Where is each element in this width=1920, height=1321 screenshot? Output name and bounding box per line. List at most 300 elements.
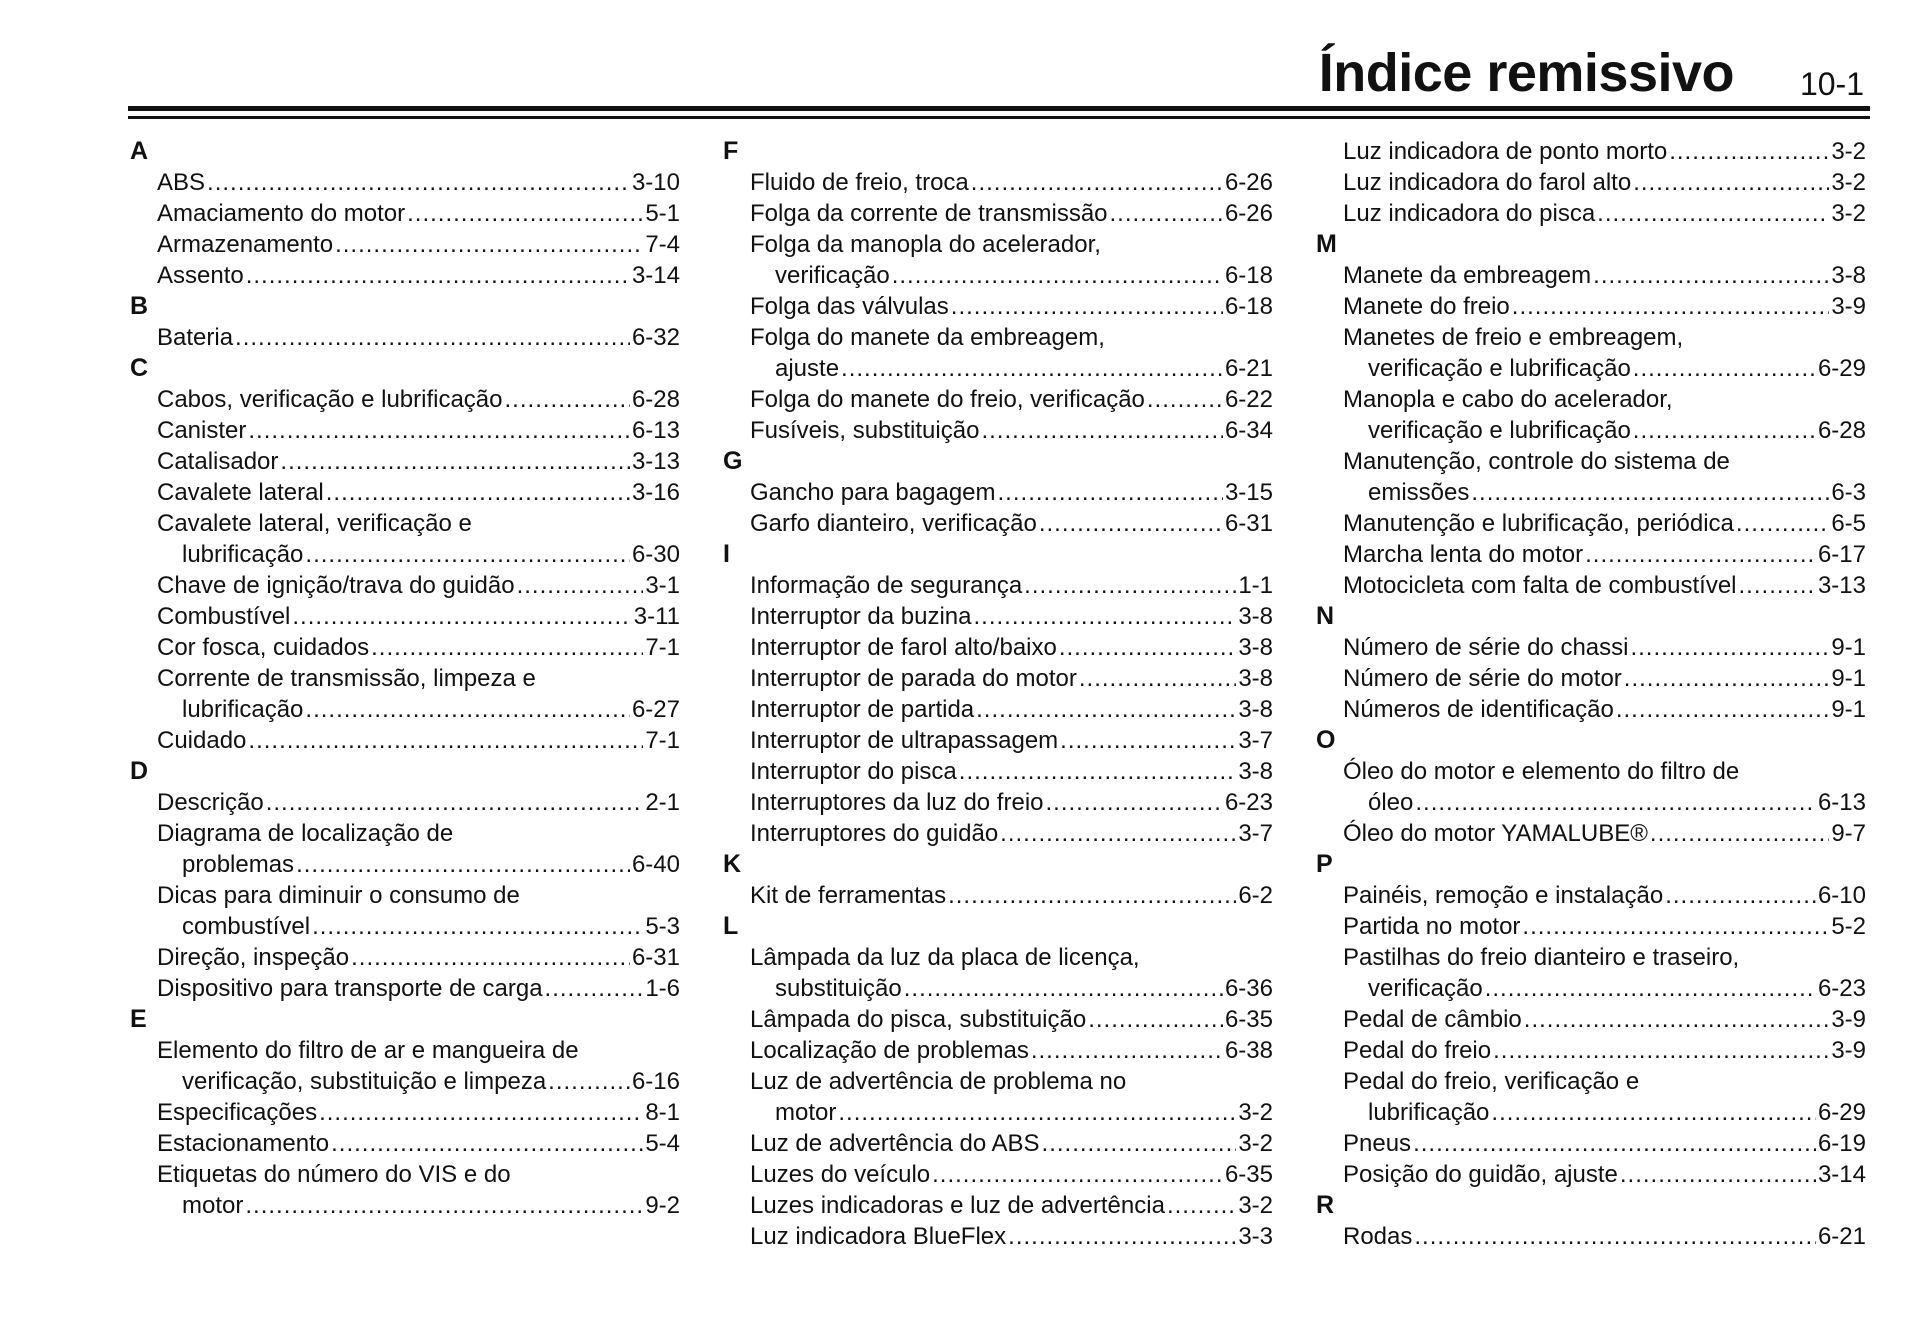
index-entry-page: 9-2 <box>645 1192 680 1219</box>
index-entry-page: 6-27 <box>631 696 680 723</box>
index-entry-page: 1-1 <box>1238 572 1273 599</box>
index-entry-page: 3-1 <box>645 572 680 599</box>
index-entry <box>130 601 680 632</box>
dot-leader <box>1471 477 1829 508</box>
index-entry <box>130 911 680 942</box>
index-entry-page: 6-23 <box>1224 789 1273 816</box>
index-entry <box>1316 415 1866 446</box>
index-entry-line: Folga do manete da embreagem, <box>750 324 1105 351</box>
index-entry-page: 3-2 <box>1238 1099 1273 1126</box>
index-entry-page: 7-1 <box>645 634 680 661</box>
index-entry <box>130 229 680 260</box>
index-entry <box>723 353 1273 384</box>
dot-leader <box>1039 508 1223 539</box>
index-entry <box>130 787 680 818</box>
index-entry-page: 6-18 <box>1224 262 1273 289</box>
index-entry-text: Interruptores do guidão <box>750 820 999 847</box>
index-entry-text: Lâmpada do pisca, substituição <box>750 1006 1087 1033</box>
index-entry-page: 5-1 <box>645 200 680 227</box>
index-entry-text: Fusíveis, substituição <box>750 417 980 444</box>
index-entry-page: 6-35 <box>1224 1161 1273 1188</box>
index-entry <box>130 632 680 663</box>
dot-leader <box>948 880 1236 911</box>
index-entry-page: 6-38 <box>1224 1037 1273 1064</box>
index-entry-text: Luz indicadora do pisca <box>1343 200 1596 227</box>
index-entry <box>130 1066 680 1097</box>
index-entry-page: 3-9 <box>1831 1006 1866 1033</box>
index-entry-page: 3-8 <box>1238 603 1273 630</box>
index-entry-text: Luz indicadora do farol alto <box>1343 169 1632 196</box>
index-letter-heading: G <box>723 447 743 475</box>
index-entry-text: Dispositivo para transporte de carga <box>157 975 543 1002</box>
dot-leader <box>1633 353 1816 384</box>
index-entry-line: Óleo do motor e elemento do filtro de <box>1343 758 1740 785</box>
index-entry-page: 3-10 <box>631 169 680 196</box>
index-entry-page: 3-13 <box>1817 572 1866 599</box>
index-entry-page: 3-14 <box>631 262 680 289</box>
index-entry-text: Manutenção e lubrificação, periódica <box>1343 510 1734 537</box>
index-entry <box>723 1004 1273 1035</box>
index-entry-page: 5-3 <box>645 913 680 940</box>
index-entry-text: Interruptor da buzina <box>750 603 972 630</box>
index-entry <box>130 167 680 198</box>
index-entry-text: Cor fosca, cuidados <box>157 634 370 661</box>
index-entry-text: Folga das válvulas <box>750 293 949 320</box>
dot-leader <box>280 446 630 477</box>
index-entry-page: 3-16 <box>631 479 680 506</box>
dot-leader <box>1415 787 1816 818</box>
dot-leader <box>1079 663 1236 694</box>
dot-leader <box>904 973 1223 1004</box>
index-entry-line: Corrente de transmissão, limpeza e <box>157 665 536 692</box>
dot-leader <box>246 260 630 291</box>
dot-leader <box>1620 1159 1816 1190</box>
index-entry <box>723 601 1273 632</box>
index-entry-text: Bateria <box>157 324 234 351</box>
dot-leader <box>1008 1221 1236 1252</box>
index-letter-heading: N <box>1316 602 1335 630</box>
index-entry-text: Descrição <box>157 789 264 816</box>
index-entry-page: 6-31 <box>631 944 680 971</box>
index-entry-page: 3-8 <box>1238 758 1273 785</box>
index-entry-text: Informação de segurança <box>750 572 1023 599</box>
index-entry-page: 6-34 <box>1224 417 1273 444</box>
index-column-1 <box>130 136 680 1221</box>
index-column-2 <box>723 136 1273 1252</box>
dot-leader <box>292 601 631 632</box>
index-entry <box>723 260 1273 291</box>
index-entry-page: 6-28 <box>1817 417 1866 444</box>
index-entry-page: 6-21 <box>1224 355 1273 382</box>
index-entry-page: 6-31 <box>1224 510 1273 537</box>
index-entry <box>723 1035 1273 1066</box>
index-entry-text: Direção, inspeção <box>157 944 350 971</box>
index-entry-page: 3-2 <box>1831 138 1866 165</box>
dot-leader <box>319 1097 643 1128</box>
index-entry-page: 6-26 <box>1224 169 1273 196</box>
index-entry-page: 3-3 <box>1238 1223 1273 1250</box>
index-entry <box>723 1159 1273 1190</box>
index-entry-text: substituição <box>775 975 902 1002</box>
dot-leader <box>248 725 643 756</box>
index-entry <box>723 1128 1273 1159</box>
index-entry-page: 3-8 <box>1238 665 1273 692</box>
index-letter-heading: O <box>1316 726 1336 754</box>
index-entry <box>130 260 680 291</box>
index-entry-page: 6-28 <box>631 386 680 413</box>
dot-leader <box>1485 973 1816 1004</box>
index-letter-heading: C <box>130 354 149 382</box>
index-entry-text: Interruptor de parada do motor <box>750 665 1077 692</box>
index-entry <box>723 508 1273 539</box>
index-entry <box>130 570 680 601</box>
dot-leader <box>505 384 630 415</box>
dot-leader <box>998 477 1223 508</box>
index-entry-page: 6-19 <box>1817 1130 1866 1157</box>
index-entry-text: Luz indicadora de ponto morto <box>1343 138 1668 165</box>
index-entry <box>1316 663 1866 694</box>
index-entry-text: ABS <box>157 169 206 196</box>
index-entry-text: Posição do guidão, ajuste <box>1343 1161 1618 1188</box>
index-entry-text: combustível <box>182 913 311 940</box>
dot-leader <box>305 694 630 725</box>
index-entry-text: Partida no motor <box>1343 913 1521 940</box>
dot-leader <box>335 229 643 260</box>
index-entry <box>1316 136 1866 167</box>
index-entry <box>723 384 1273 415</box>
header-rule-thick <box>128 106 1870 111</box>
dot-leader <box>1650 818 1829 849</box>
index-entry <box>1316 1004 1866 1035</box>
index-letter-heading: E <box>130 1005 147 1033</box>
index-entry-page: 3-8 <box>1238 634 1273 661</box>
index-entry <box>130 322 680 353</box>
index-entry <box>1316 1221 1866 1252</box>
dot-leader <box>951 291 1223 322</box>
index-entry-text: Amaciamento do motor <box>157 200 406 227</box>
index-entry <box>723 1190 1273 1221</box>
index-entry-line: Manutenção, controle do sistema de <box>1343 448 1730 475</box>
dot-leader <box>973 601 1236 632</box>
index-entry-page: 5-4 <box>645 1130 680 1157</box>
index-entry-text: ajuste <box>775 355 840 382</box>
index-entry-text: Interruptores da luz do freio <box>750 789 1044 816</box>
dot-leader <box>1512 291 1830 322</box>
dot-leader <box>305 539 630 570</box>
index-entry <box>723 725 1273 756</box>
dot-leader <box>1042 1128 1237 1159</box>
page-number: 10-1 <box>1799 66 1864 102</box>
index-entry-line: Etiquetas do número do VIS e do <box>157 1161 511 1188</box>
index-entry-line: Pastilhas do freio dianteiro e traseiro, <box>1343 944 1740 971</box>
index-letter-heading: I <box>723 540 730 568</box>
index-entry-text: Combustível <box>157 603 291 630</box>
index-entry <box>130 415 680 446</box>
index-entry-page: 8-1 <box>645 1099 680 1126</box>
index-entry <box>723 787 1273 818</box>
index-entry-page: 6-40 <box>631 851 680 878</box>
index-entry <box>723 694 1273 725</box>
index-entry-page: 9-1 <box>1831 665 1866 692</box>
index-entry-text: Número de série do chassi <box>1343 634 1629 661</box>
index-entry-text: Cuidado <box>157 727 247 754</box>
index-letter-heading: M <box>1316 230 1337 258</box>
dot-leader <box>248 415 630 446</box>
page-title: Índice remissivo <box>1318 43 1734 103</box>
index-entry-line: Cavalete lateral, verificação e <box>157 510 472 537</box>
index-entry-text: Manete do freio <box>1343 293 1510 320</box>
index-entry <box>130 725 680 756</box>
index-entry-text: verificação <box>1368 975 1483 1002</box>
index-entry <box>1316 198 1866 229</box>
index-entry-text: Kit de ferramentas <box>750 882 947 909</box>
index-entry <box>130 1097 680 1128</box>
dot-leader <box>235 322 630 353</box>
index-entry-text: lubrificação <box>1368 1099 1490 1126</box>
dot-leader <box>207 167 630 198</box>
dot-leader <box>1633 167 1829 198</box>
index-entry-page: 3-7 <box>1238 820 1273 847</box>
index-entry-page: 6-18 <box>1224 293 1273 320</box>
dot-leader <box>1414 1221 1816 1252</box>
index-entry-text: Folga do manete do freio, verificação <box>750 386 1145 413</box>
dot-leader <box>976 694 1236 725</box>
dot-leader <box>331 1128 643 1159</box>
index-entry <box>723 291 1273 322</box>
dot-leader <box>1031 1035 1223 1066</box>
index-entry-text: Painéis, remoção e instalação <box>1343 882 1664 909</box>
dot-leader <box>1669 136 1829 167</box>
index-entry-text: Luz de advertência do ABS <box>750 1130 1040 1157</box>
dot-leader <box>1585 539 1816 570</box>
index-entry-text: motor <box>775 1099 837 1126</box>
index-entry-page: 7-4 <box>645 231 680 258</box>
index-entry <box>1316 1159 1866 1190</box>
index-entry-text: Garfo dianteiro, verificação <box>750 510 1037 537</box>
dot-leader <box>971 167 1223 198</box>
index-entry-text: Pedal do freio <box>1343 1037 1492 1064</box>
index-entry <box>723 973 1273 1004</box>
index-entry-page: 9-1 <box>1831 634 1866 661</box>
index-entry-text: Números de identificação <box>1343 696 1614 723</box>
dot-leader <box>1493 1035 1829 1066</box>
index-entry-page: 6-29 <box>1817 355 1866 382</box>
index-entry-text: óleo <box>1368 789 1414 816</box>
index-entry-line: Elemento do filtro de ar e mangueira de <box>157 1037 579 1064</box>
index-entry-text: motor <box>182 1192 244 1219</box>
index-entry-text: Pneus <box>1343 1130 1412 1157</box>
index-column-3 <box>1316 136 1866 1252</box>
index-entry-page: 6-29 <box>1817 1099 1866 1126</box>
index-entry-text: Especificações <box>157 1099 318 1126</box>
index-entry <box>723 1221 1273 1252</box>
dot-leader <box>351 942 630 973</box>
index-entry <box>1316 880 1866 911</box>
index-entry <box>723 167 1273 198</box>
index-entry <box>130 849 680 880</box>
index-entry-text: Luzes do veículo <box>750 1161 931 1188</box>
dot-leader <box>548 1066 630 1097</box>
index-entry-page: 3-8 <box>1238 696 1273 723</box>
index-entry <box>723 880 1273 911</box>
index-entry <box>1316 570 1866 601</box>
index-entry-page: 6-13 <box>1817 789 1866 816</box>
index-entry-text: Motocicleta com falta de combustível <box>1343 572 1737 599</box>
index-entry-page: 6-36 <box>1224 975 1273 1002</box>
dot-leader <box>841 353 1223 384</box>
index-entry-page: 6-23 <box>1817 975 1866 1002</box>
index-entry-line: Pedal do freio, verificação e <box>1343 1068 1640 1095</box>
index-entry-text: problemas <box>182 851 295 878</box>
index-entry-text: Fluido de freio, troca <box>750 169 969 196</box>
dot-leader <box>1491 1097 1816 1128</box>
index-entry-text: lubrificação <box>182 541 304 568</box>
index-entry-page: 1-6 <box>645 975 680 1002</box>
index-entry-page: 3-2 <box>1831 200 1866 227</box>
index-entry-text: Assento <box>157 262 244 289</box>
dot-leader <box>892 260 1223 291</box>
dot-leader <box>1597 198 1829 229</box>
index-entry-page: 3-15 <box>1224 479 1273 506</box>
index-entry <box>723 477 1273 508</box>
index-entry-text: Localização de problemas <box>750 1037 1029 1064</box>
index-entry-text: Interruptor do pisca <box>750 758 957 785</box>
index-entry <box>723 1097 1273 1128</box>
index-entry-page: 3-13 <box>631 448 680 475</box>
index-entry <box>723 415 1273 446</box>
index-entry-page: 6-32 <box>631 324 680 351</box>
index-entry-text: Gancho para bagagem <box>750 479 996 506</box>
index-entry <box>130 1190 680 1221</box>
index-entry-page: 3-14 <box>1817 1161 1866 1188</box>
dot-leader <box>312 911 643 942</box>
dot-leader <box>1046 787 1223 818</box>
dot-leader <box>1739 570 1816 601</box>
index-entry-text: Luzes indicadoras e luz de advertência <box>750 1192 1165 1219</box>
index-entry-text: Armazenamento <box>157 231 334 258</box>
index-entry-text: Catalisador <box>157 448 279 475</box>
index-entry-page: 6-26 <box>1224 200 1273 227</box>
dot-leader <box>1147 384 1223 415</box>
index-letter-heading: R <box>1316 1191 1335 1219</box>
dot-leader <box>1060 725 1236 756</box>
index-entry-text: lubrificação <box>182 696 304 723</box>
index-entry-text: Estacionamento <box>157 1130 330 1157</box>
dot-leader <box>1167 1190 1236 1221</box>
index-entry <box>1316 1097 1866 1128</box>
index-entry-page: 6-17 <box>1817 541 1866 568</box>
dot-leader <box>1413 1128 1816 1159</box>
index-entry-page: 6-3 <box>1831 479 1866 506</box>
index-entry <box>723 570 1273 601</box>
index-entry-page: 3-9 <box>1831 293 1866 320</box>
index-entry <box>130 539 680 570</box>
index-entry-page: 9-7 <box>1831 820 1866 847</box>
dot-leader <box>1110 198 1223 229</box>
index-entry-line: Luz de advertência de problema no <box>750 1068 1127 1095</box>
index-entry-page: 7-1 <box>645 727 680 754</box>
index-entry-text: Cavalete lateral <box>157 479 324 506</box>
index-entry-text: Número de série do motor <box>1343 665 1622 692</box>
index-entry-text: verificação e lubrificação <box>1368 417 1631 444</box>
index-letter-heading: B <box>130 292 149 320</box>
index-entry <box>130 384 680 415</box>
dot-leader <box>1665 880 1816 911</box>
index-entry-text: Interruptor de ultrapassagem <box>750 727 1059 754</box>
index-entry-page: 3-2 <box>1831 169 1866 196</box>
index-entry-page: 6-16 <box>631 1068 680 1095</box>
index-entry-line: Diagrama de localização de <box>157 820 454 847</box>
index-entry <box>130 942 680 973</box>
index-entry-page: 6-35 <box>1224 1006 1273 1033</box>
index-entry <box>723 756 1273 787</box>
index-entry <box>723 198 1273 229</box>
index-letter-heading: F <box>723 137 739 165</box>
index-entry <box>723 663 1273 694</box>
index-entry-line: Manopla e cabo do acelerador, <box>1343 386 1673 413</box>
index-entry-page: 6-13 <box>631 417 680 444</box>
index-entry <box>1316 508 1866 539</box>
index-entry-page: 5-2 <box>1831 913 1866 940</box>
index-entry-text: Folga da corrente de transmissão <box>750 200 1108 227</box>
index-entry-page: 6-10 <box>1817 882 1866 909</box>
index-entry <box>1316 1035 1866 1066</box>
index-entry-text: Interruptor de partida <box>750 696 975 723</box>
dot-leader <box>1624 663 1830 694</box>
index-entry <box>1316 260 1866 291</box>
dot-leader <box>245 1190 643 1221</box>
index-entry-text: Rodas <box>1343 1223 1413 1250</box>
index-entry-line: Folga da manopla do acelerador, <box>750 231 1101 258</box>
page-header <box>128 38 1870 116</box>
dot-leader <box>1593 260 1829 291</box>
index-entry <box>1316 632 1866 663</box>
dot-leader <box>1059 632 1236 663</box>
dot-leader <box>1633 415 1816 446</box>
dot-leader <box>959 756 1237 787</box>
index-entry <box>723 632 1273 663</box>
dot-leader <box>1522 911 1829 942</box>
dot-leader <box>517 570 644 601</box>
index-entry-text: Óleo do motor YAMALUBE® <box>1343 820 1648 847</box>
dot-leader <box>407 198 643 229</box>
dot-leader <box>1616 694 1830 725</box>
index-letter-heading: D <box>130 757 149 785</box>
dot-leader <box>1524 1004 1830 1035</box>
index-entry <box>1316 694 1866 725</box>
dot-leader <box>326 477 630 508</box>
index-entry-page: 3-8 <box>1831 262 1866 289</box>
dot-leader <box>545 973 644 1004</box>
index-entry <box>1316 167 1866 198</box>
index-entry-text: Canister <box>157 417 247 444</box>
index-entry <box>1316 818 1866 849</box>
index-entry-line: Manetes de freio e embreagem, <box>1343 324 1684 351</box>
index-entry-page: 3-2 <box>1238 1130 1273 1157</box>
index-entry <box>1316 1128 1866 1159</box>
dot-leader <box>932 1159 1223 1190</box>
dot-leader <box>296 849 630 880</box>
index-entry <box>1316 477 1866 508</box>
header-rule-thin <box>128 116 1870 119</box>
index-entry <box>130 1128 680 1159</box>
index-letter-heading: K <box>723 850 742 878</box>
dot-leader <box>371 632 643 663</box>
index-entry-page: 6-21 <box>1817 1223 1866 1250</box>
index-entry-page: 3-9 <box>1831 1037 1866 1064</box>
index-entry-page: 3-7 <box>1238 727 1273 754</box>
index-entry-text: emissões <box>1368 479 1470 506</box>
